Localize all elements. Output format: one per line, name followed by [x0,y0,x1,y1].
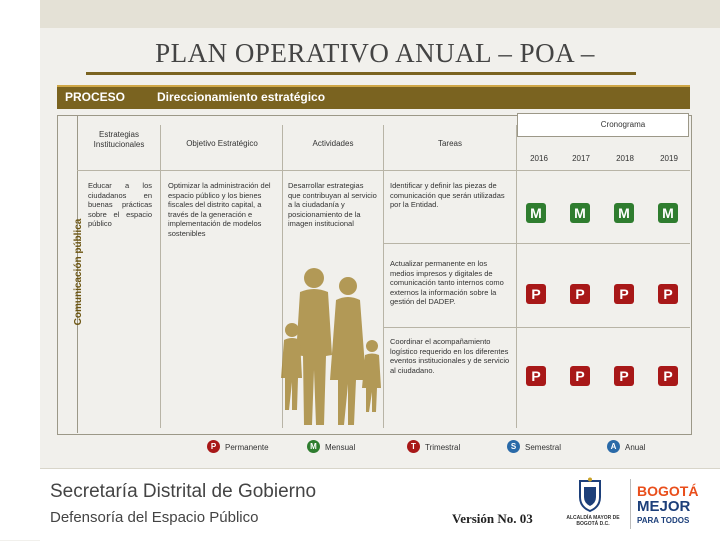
legend-label: Permanente [225,443,269,452]
left-margin [0,0,40,540]
year-2018: 2018 [616,154,634,163]
header-actividades: Actividades [312,139,354,148]
legend-dot: S [507,440,520,453]
legend-dot: A [607,440,620,453]
mark-task1-2017: M [570,203,590,223]
alcaldia-label: ALCALDÍA MAYOR DE BOGOTÁ D.C. [566,515,620,527]
mark-task2-2017: P [570,284,590,304]
mark-task2-2016: P [526,284,546,304]
year-2017: 2017 [572,154,590,163]
header-cronograma: Cronograma [600,120,646,129]
legend-dot: P [207,440,220,453]
mark-task2-2019: P [658,284,678,304]
side-label: Comunicación pública [73,218,84,326]
brand-top: BOGOTÁ [637,483,699,499]
footer [40,468,720,541]
process-value: Direccionamiento estratégico [157,90,326,104]
row-separator [383,243,690,244]
title-underline [86,72,636,75]
slide-title: PLAN OPERATIVO ANUAL – POA – [155,38,595,68]
legend-label: Trimestral [425,443,461,452]
legend-label: Semestral [525,443,562,452]
mark-task3-2018: P [614,366,634,386]
header-tareas: Tareas [437,139,462,148]
cell-objetivo: Optimizar la administración del espacio público y los bienes fiscales del distrito capital, a través de la generación e implementación de modelos sostenibles [168,181,271,238]
legend-label: Mensual [325,443,356,452]
mark-task1-2016: M [526,203,546,223]
mark-task2-2018: P [614,284,634,304]
process-label: PROCESO [65,90,126,104]
cronograma-header [517,113,689,137]
legend-dot: T [407,440,420,453]
top-band [40,0,720,28]
org-subtitle: Defensoría del Espacio Público [50,509,259,526]
process-bar [57,85,690,109]
year-2016: 2016 [530,154,548,163]
header-separator [77,170,690,171]
cell-actividad: Desarrollar estrategias que contribuyan al servicio a la ciudadanía y posicionamiento de la imagen institucional [288,181,377,228]
header-estrategias: Estrategias Institucionales [93,130,145,149]
year-2019: 2019 [660,154,678,163]
legend-label: Anual [625,443,646,452]
version-label: Versión No. 03 [452,511,533,526]
task-3-text: Coordinar el acompañamiento logístico requerido en los diferentes eventos institucionales y de servicio al ciudadano. [390,337,510,375]
mark-task1-2018: M [614,203,634,223]
mark-task1-2019: M [658,203,678,223]
family-silhouette-illustration [270,260,390,430]
task-2-text: Actualizar permanente en los medios impresos y digitales de comunicación tanto internos como externos la información sobre la gestión del DADEP. [390,259,504,306]
org-name: Secretaría Distrital de Gobierno [50,481,317,502]
header-objetivo: Objetivo Estratégico [186,139,258,148]
row-separator [383,327,690,328]
mark-task3-2019: P [658,366,678,386]
mark-task3-2016: P [526,366,546,386]
legend-dot: M [307,440,320,453]
cell-estrategia: Educar a los ciudadanos en buenas prácticas sobre el espacio público [88,181,152,228]
logo-divider [630,479,631,529]
brand-mid: MEJOR [637,498,691,515]
task-1-text: Identificar y definir las piezas de comunicación que serán utilizadas por la Entidad. [390,181,505,209]
brand-bottom: PARA TODOS [637,516,690,525]
bogota-coat-of-arms-icon [577,477,603,513]
mark-task3-2017: P [570,366,590,386]
